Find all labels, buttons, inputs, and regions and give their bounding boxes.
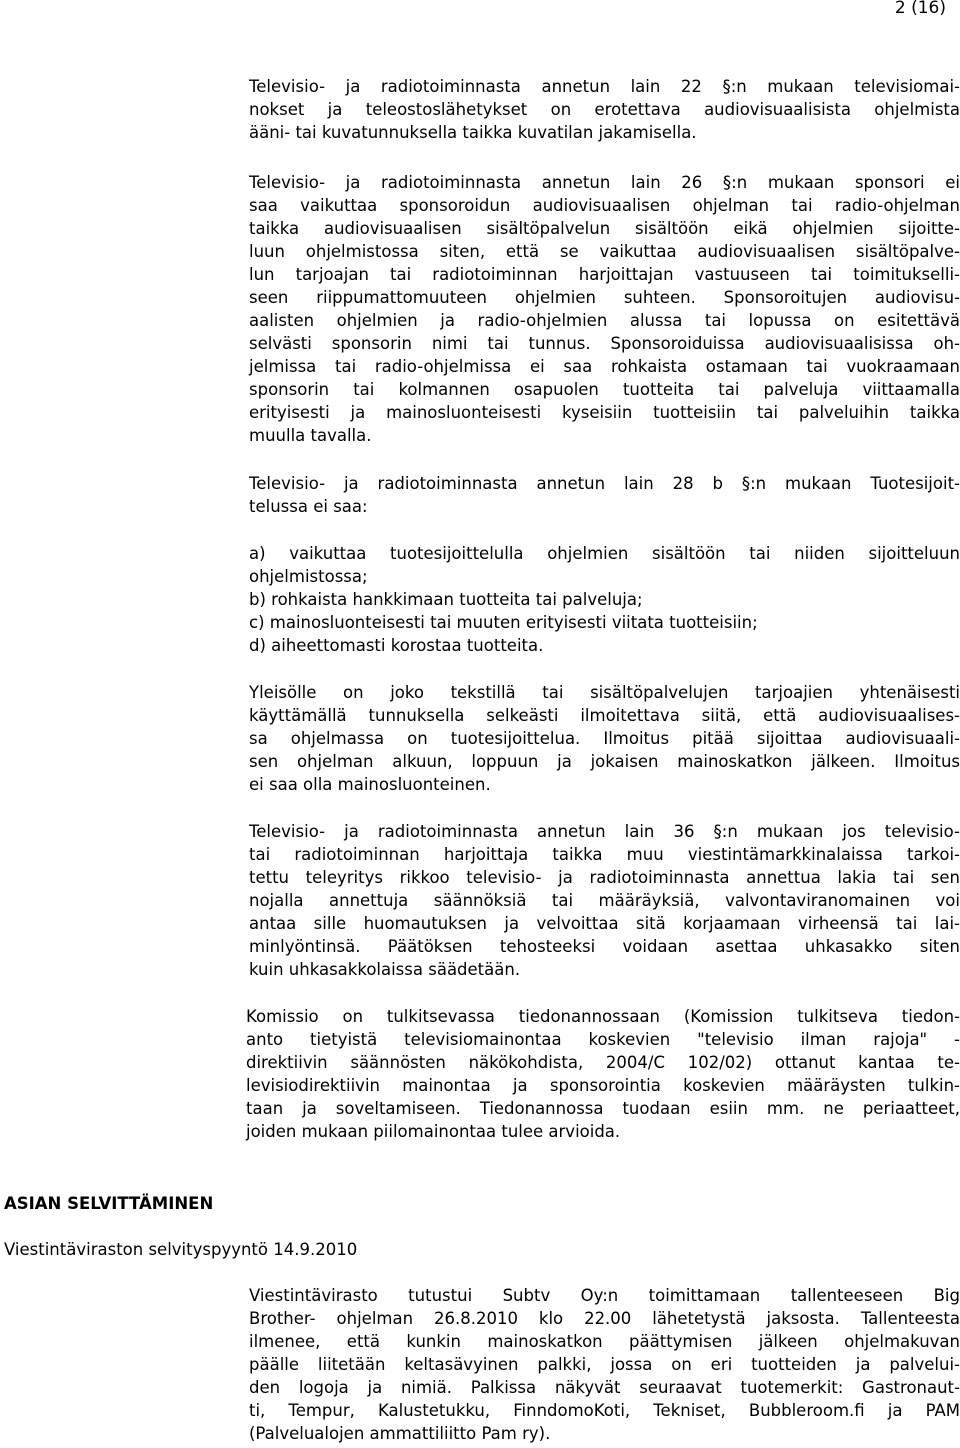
text-line: Yleisölle on joko tekstillä tai sisältöpalvelujen tarjoajien yhtenäisesti bbox=[249, 683, 960, 702]
text-line: antaa sille huomautuksen ja velvoittaa sitä korjaamaan virheensä tai lai- bbox=[249, 914, 960, 933]
text-line: Televisio- ja radiotoiminnasta annetun lain 28 b §:n mukaan Tuotesijoit- bbox=[249, 474, 960, 493]
text-line: Televisio- ja radiotoiminnasta annetun lain 26 §:n mukaan sponsori ei bbox=[249, 173, 960, 192]
paragraph-investigation bbox=[249, 1284, 960, 1445]
list-item: c) mainosluonteisesti tai muuten erityisesti viitata tuotteisiin; bbox=[249, 613, 758, 632]
section-heading: ASIAN SELVITTÄMINEN bbox=[4, 1194, 214, 1213]
text-line: muulla tavalla. bbox=[249, 426, 372, 445]
text-line: Televisio- ja radiotoiminnasta annetun lain 36 §:n mukaan jos televisio- bbox=[249, 822, 960, 841]
paragraph-commission bbox=[246, 1005, 960, 1143]
section-subheading: Viestintäviraston selvityspyyntö 14.9.2010 bbox=[4, 1240, 358, 1259]
text-line: Viestintävirasto tutustui Subtv Oy:n toimittamaan tallenteeseen Big bbox=[249, 1286, 960, 1305]
text-line: saa vaikuttaa sponsoroidun audiovisuaalisen ohjelman tai radio-ohjelman bbox=[249, 196, 960, 215]
text-line: sponsorin tai kolmannen osapuolen tuotteita tai palveluja viittaamalla bbox=[249, 380, 960, 399]
text-line: tettu teleyritys rikkoo televisio- ja radiotoiminnasta annettua lakia tai sen bbox=[249, 868, 960, 887]
text-line: ääni- tai kuvatunnuksella taikka kuvatilan jakamisella. bbox=[249, 123, 697, 142]
text-line: jelmissa tai radio-ohjelmissa ei saa rohkaista ostamaan tai vuokraamaan bbox=[249, 357, 960, 376]
list-item-continuation: ohjelmistossa; bbox=[249, 567, 368, 586]
text-line: levisiodirektiivin mainontaa ja sponsorointia koskevien määräysten tulkin- bbox=[246, 1076, 960, 1095]
text-line: sen ohjelman alkuun, loppuun ja jokaisen mainoskatkon jälkeen. Ilmoitus bbox=[249, 752, 960, 771]
text-line: ei saa olla mainosluonteinen. bbox=[249, 775, 491, 794]
text-line: selvästi sponsorin nimi tai tunnus. Sponsoroiduissa audiovisuaalisissa oh- bbox=[249, 334, 960, 353]
text-line: minlyöntinsä. Päätöksen tehosteeksi voidaan asettaa uhkasakko siten bbox=[249, 937, 960, 956]
text-line: taan ja soveltamiseen. Tiedonannossa tuodaan esiin mm. ne periaatteet, bbox=[246, 1099, 960, 1118]
text-line: Brother- ohjelman 26.8.2010 klo 22.00 lähetetystä jaksosta. Tallenteesta bbox=[249, 1309, 960, 1328]
paragraph-law-22 bbox=[249, 75, 960, 144]
text-line: nokset ja teleostoslähetykset on erotettava audiovisuaalisista ohjelmista bbox=[249, 100, 960, 119]
text-line: ilmenee, että kunkin mainoskatkon päättymisen jälkeen ohjelmakuvan bbox=[249, 1332, 960, 1351]
text-line: den logoja ja nimiä. Palkissa näkyvät seuraavat tuotemerkit: Gastronaut- bbox=[249, 1378, 960, 1397]
text-line: sa ohjelmassa on tuotesijoittelua. Ilmoitus pitää sijoittaa audiovisuaali- bbox=[249, 729, 960, 748]
text-line: taikka audiovisuaalisen sisältöpalvelun sisältöön eikä ohjelmien sijoitte- bbox=[249, 219, 960, 238]
text-line: lun tarjoajan tai radiotoiminnan harjoittajan vastuuseen tai toimitukselli- bbox=[249, 265, 960, 284]
text-line: kuin uhkasakkolaissa säädetään. bbox=[249, 960, 521, 979]
text-line: (Palvelualojen ammattiliitto Pam ry). bbox=[249, 1424, 551, 1443]
list-item: a) vaikuttaa tuotesijoittelulla ohjelmien sisältöön tai niiden sijoitteluun bbox=[249, 544, 960, 563]
text-line: luun ohjelmistossa siten, että se vaikuttaa audiovisuaalisen sisältöpalve- bbox=[249, 242, 960, 261]
text-line: telussa ei saa: bbox=[249, 497, 368, 516]
text-line: direktiivin säännösten näkökohdista, 2004/C 102/02) ottanut kantaa te- bbox=[246, 1053, 960, 1072]
text-line: joiden mukaan piilomainontaa tulee arvioida. bbox=[246, 1122, 621, 1141]
paragraph-law-26 bbox=[249, 171, 960, 447]
text-line: erityisesti ja mainosluonteisesti kyseisiin tuotteisiin tai palveluihin taikka bbox=[249, 403, 960, 422]
paragraph-law-28b bbox=[249, 472, 960, 518]
text-line: Televisio- ja radiotoiminnasta annetun lain 22 §:n mukaan televisiomai- bbox=[249, 77, 960, 96]
text-line: Komissio on tulkitsevassa tiedonannossaan (Komission tulkitseva tiedon- bbox=[246, 1007, 960, 1026]
list-item: b) rohkaista hankkimaan tuotteita tai palveluja; bbox=[249, 590, 643, 609]
text-line: päälle liitetään keltasävyinen palkki, jossa on eri tuotteiden ja palvelui- bbox=[249, 1355, 960, 1374]
text-line: tai radiotoiminnan harjoittaja taikka muu viestintämarkkinalaissa tarkoi- bbox=[249, 845, 960, 864]
paragraph-law-36 bbox=[249, 820, 960, 981]
text-line: seen riippumattomuuteen ohjelmien suhteen. Sponsoroitujen audiovisu- bbox=[249, 288, 960, 307]
text-line: ti, Tempur, Kalustetukku, FinndomoKoti, Tekniset, Bubbleroom.fi ja PAM bbox=[249, 1401, 960, 1420]
list-item: d) aiheettomasti korostaa tuotteita. bbox=[249, 636, 544, 655]
text-line: käyttämällä tunnuksella selkeästi ilmoitettava siitä, että audiovisuaalises- bbox=[249, 706, 960, 725]
paragraph-product-placement-notice bbox=[249, 681, 960, 796]
text-line: nojalla annettuja säännöksiä tai määräyksiä, valvontaviranomainen voi bbox=[249, 891, 960, 910]
page-number: 2 (16) bbox=[894, 0, 946, 18]
prohibition-list bbox=[249, 542, 960, 657]
text-line: anto tietyistä televisiomainontaa koskevien "televisio ilman rajoja" - bbox=[246, 1030, 960, 1049]
text-line: aalisten ohjelmien ja radio-ohjelmien alussa tai lopussa on esitettävä bbox=[249, 311, 960, 330]
